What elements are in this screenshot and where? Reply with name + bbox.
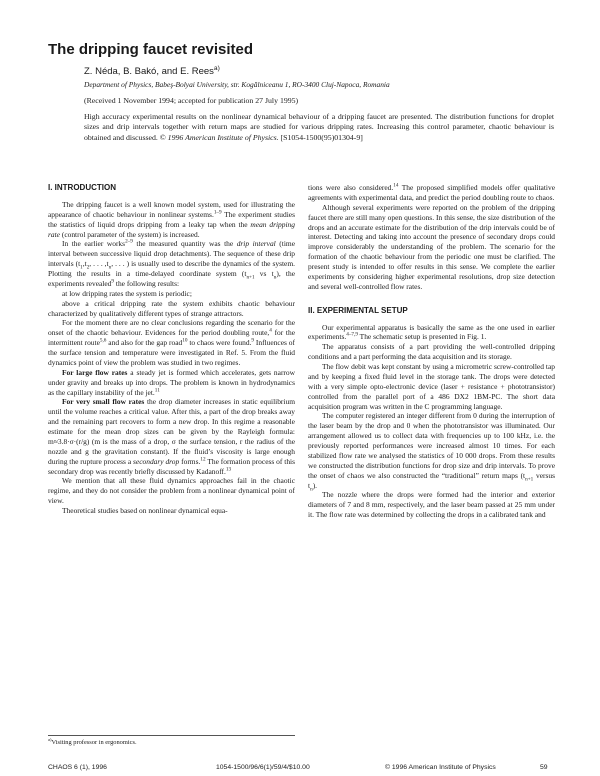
paper-title: The dripping faucet revisited	[48, 41, 254, 58]
section-heading-experimental-setup: II. EXPERIMENTAL SETUP	[308, 305, 408, 315]
footer-code: 1054-1500/96/6(1)/59/4/$10.00	[216, 764, 310, 771]
intro-paragraph-8: Although several experiments were reported on the problem of the dripping faucet there are still many open questions. In this sense, the size distribution of the drops and an accurate estimate for the distribution of the drip intervals could be of interest. Detecting and taking into account the presence of secondary drops could improve considerably the understanding of the problem. The scenario for the formation of the chaotic behaviour from the periodic one must be clarified. The present study is intended to offer results in this sense. We complete the earlier experiments by considering higher experimental resolutions, drop size detection and several well-controlled flow rates.	[308, 202, 555, 291]
footnote-marker: a)	[48, 736, 52, 742]
setup-paragraph-2: The apparatus consists of a part providing the well-controlled dripping conditions and a part performing the data acquisition and its storage.	[308, 342, 555, 362]
setup-paragraph-3: The flow debit was kept constant by using a micrometric screw-controlled tap and by keeping a fixed fluid level in the storage tank. The drops were detected with a very simple opto-electronic device (laser + resistance + phototransistor) controlled from the parallel port of a 486 DX2 1BM-PC. The short data acquisition program was written in the C programming language.	[308, 362, 555, 411]
affiliation: Department of Physics, Babeş-Bolyai University, str. Kogălniceanu 1, RO-3400 Cluj-Napoca, Romania	[84, 80, 390, 89]
author-footnote-marker: a)	[213, 64, 220, 72]
right-column	[308, 183, 555, 520]
setup-paragraph-4: The computer registered an integer different from 0 during the interruption of the laser beam by the drop and 0 when the phototransistor was illuminated. Our arrangement allowed us to collect data with frequencies up to 100 kHz, i.e. the previously reported performances were increased almost 10 times. For each stabilized flow rate we analysed the statistics of 10 000 drops. From these results we constructed the distribution functions for drop size and drip intervals. To prove the onset of chaos we also constructed the “traditional” return maps ($t_{n+1}$ versus $t_n$).	[308, 411, 555, 492]
intro-result-1: at low dripping rates the system is periodic;	[62, 288, 192, 298]
setup-paragraph-1: Our experimental apparatus is basically the same as the one used in earlier experiments.$^{4-7,9}$ The schematic setup is presented in Fig. 1.	[308, 322, 555, 342]
intro-paragraph-4: For large flow rates a steady jet is formed which accelerates, gets narrow under gravity and breaks up into drops. The problem is known in hydrodynamics as the capillary instability of the jet.$^{11}$	[48, 367, 295, 397]
abstract-code: [S1054-1500(95)01304-9]	[280, 132, 363, 142]
received-dates: (Received 1 November 1994; accepted for publication 27 July 1995)	[84, 96, 299, 105]
intro-paragraph-1: The dripping faucet is a well known model system, used for illustrating the appearance of chaotic behaviour in nonlinear systems.$^{1-9}$ The experiment studies the statistics of liquid drops dripping from a leaky tap when the mean dripping rate (control parameter of the system) is increased.	[48, 199, 296, 239]
abstract-copyright: © 1996 American Institute of Physics.	[159, 132, 279, 142]
setup-paragraph-5: The nozzle where the drops were formed had the interior and exterior diameters of 7 and 8 mm, respectively, and the laser beam passed at 25 mm under it. The flow rate was determined by collecting the drops in a calibrated tank and	[308, 490, 555, 520]
section-heading-introduction: I. INTRODUCTION	[48, 183, 116, 192]
footer-journal: CHAOS 6 (1), 1996	[48, 764, 107, 771]
intro-paragraph-3: For the moment there are no clear conclusions regarding the scenario for the onset of the chaotic behaviour. Evidences for the period doubling route,$^4$ for the intermittent route$^{5,6}$ and also for the gap road$^{10}$ to chaos were found.$^9$ Influences of the surface tension and temperature were investigated in Ref. 5. From the fluid dynamics point of view the problem was studied in two regimes.	[48, 318, 295, 367]
footer-page-number: 59	[540, 764, 548, 771]
footnote-text: Visiting professor in ergonomics.	[51, 739, 137, 746]
intro-paragraph-2: In the earlier works$^{2-9}$ the measured quantity was the drip interval (time interval between successive liquid drop detachments). The sequence of these drip intervals ($t_1,t_2$, . . . $,t_n$, . . . ) is usually used to describe the dynamics of the system. Plotting the results in a time-delayed coordinate system ($t_{n+1}$ vs $t_n$), the experiments revealed$^9$ the following results:	[48, 238, 295, 288]
intro-paragraph-7: Theoretical studies based on nonlinear dynamical equa-	[62, 506, 228, 515]
intro-result-2: above a critical dripping rate the system exhibits chaotic behaviour characterized by qualitatively different types of strange attractors.	[48, 298, 295, 318]
intro-paragraph-continued: tions were also considered.$^{14}$ The proposed simplified models offer qualitative agreements with experimental data, and predict the period doubling route to chaos.	[308, 182, 555, 202]
abstract	[84, 112, 554, 143]
footer-copyright: © 1996 American Institute of Physics	[385, 764, 496, 771]
left-column	[48, 183, 295, 516]
authors-text: Z. Néda, B. Bakó, and E. Rees	[84, 66, 214, 77]
author-list	[84, 66, 220, 77]
intro-paragraph-5: For very small flow rates the drop diameter increases in static equilibrium until the volume reaches a critical value. After this, a part of the drop breaks away and the remaining part recovers to form a new drop. In this regime a reasonable estimate for the mean drop sizes can be given by the Rayleigh formula: m≈3.8·σ·(r/g) (m is the mass of a drop, σ the surface tension, r the radius of the nozzle and g the gravitation constant). If the fluid’s viscosity is large enough during the rupture process a secondary drop forms.$^{12}$ The formation process of this secondary drop was recently briefly discussed by Kadanoff.$^{13}$	[48, 397, 295, 476]
footnote	[48, 735, 295, 746]
abstract-text: High accuracy experimental results on the nonlinear dynamical behaviour of a dripping faucet are presented. The distribution functions for droplet sizes and drip intervals together with return maps are studied for various dripping rates. Increasing this control parameter, chaotic behaviour is obtained and discussed.	[84, 112, 554, 142]
intro-paragraph-6: We mention that all these fluid dynamics approaches fail in the chaotic regime, and they do not consider the problem from a nonlinear dynamical point of view.	[48, 476, 295, 506]
